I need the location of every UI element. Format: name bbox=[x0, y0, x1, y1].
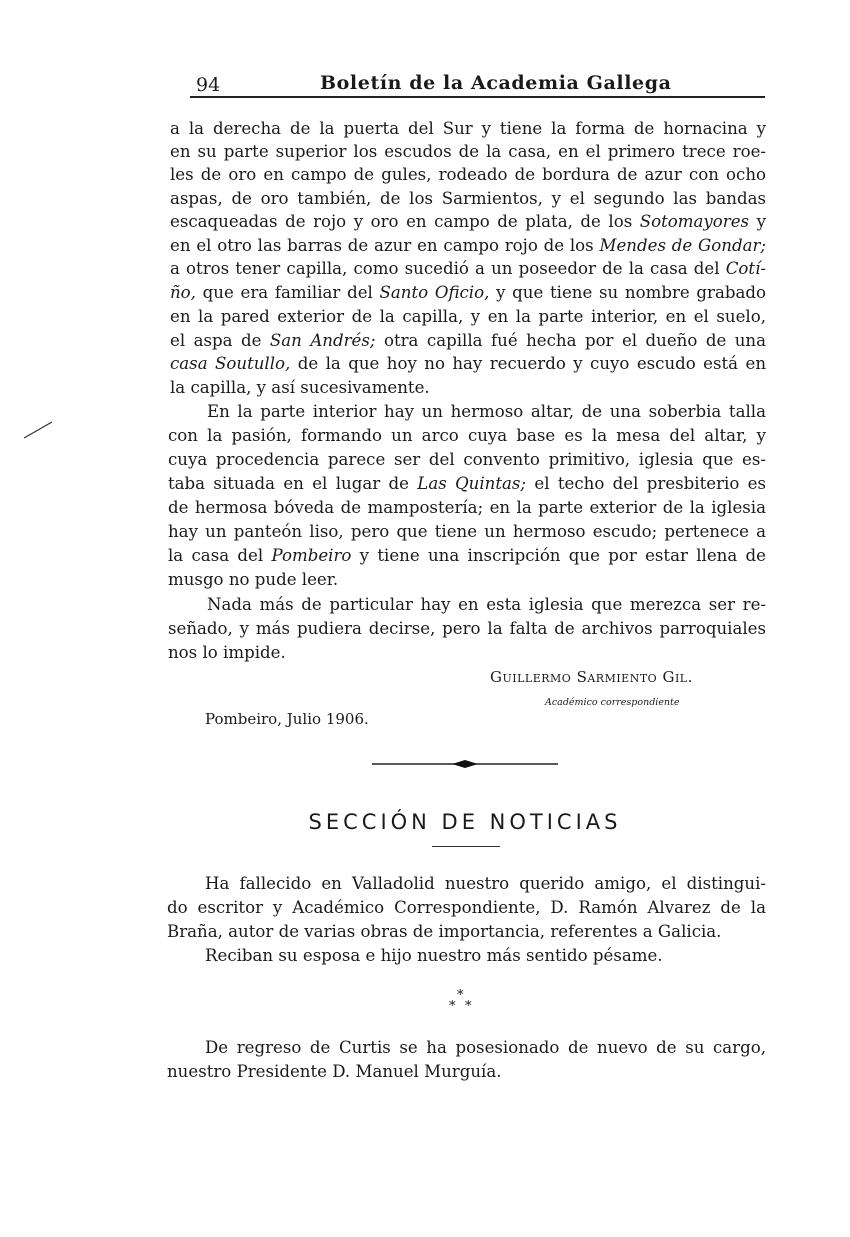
text-line: les de oro en campo de gules, rodeado de bordura de azur con ocho bbox=[170, 165, 766, 184]
italic-name: Cotí- bbox=[725, 259, 766, 278]
text-line: Reciban su esposa e hijo nuestro más sentido pésame. bbox=[205, 946, 663, 965]
text-line: con la pasión, formando un arco cuya base es la mesa del altar, y bbox=[168, 426, 766, 445]
text-line: cuya procedencia parece ser del convento primitivo, iglesia que es- bbox=[168, 450, 766, 469]
ornament-divider bbox=[372, 757, 558, 771]
text-line: casa Soutullo, de la que hoy no hay recuerdo y cuyo escudo está en bbox=[170, 354, 767, 373]
section-rule bbox=[432, 846, 500, 847]
asterism-divider: * * * bbox=[449, 988, 472, 1014]
text-line: en su parte superior los escudos de la casa, en el primero trece roe- bbox=[170, 142, 766, 161]
text-line: ño, que era familiar del Santo Oficio, y que tiene su nombre grabado bbox=[170, 283, 766, 302]
journal-title: Boletín de la Academia Gallega bbox=[320, 72, 672, 94]
text-line: en la pared exterior de la capilla, y en la parte interior, en el suelo, bbox=[170, 307, 766, 326]
text-line: hay un panteón liso, pero que tiene un hermoso escudo; pertenece a bbox=[168, 522, 766, 541]
italic-name: Mendes de Gondar; bbox=[599, 236, 766, 255]
text-line: De regreso de Curtis se ha posesionado de nuevo de su cargo, bbox=[205, 1038, 766, 1057]
text-line: aspas, de oro también, de los Sarmientos, y el segundo las bandas bbox=[170, 189, 766, 208]
italic-name: ño, bbox=[170, 283, 196, 302]
text-line: el aspa de San Andrés; otra capilla fué hecha por el dueño de una bbox=[170, 331, 767, 350]
text-line: do escritor y Académico Correspondiente, D. Ramón Alvarez de la bbox=[167, 898, 766, 917]
text-line: nos lo impide. bbox=[168, 643, 286, 662]
italic-name: Pombeiro bbox=[271, 546, 352, 565]
section-title: SECCIÓN DE NOTICIAS bbox=[308, 810, 622, 834]
text-line: Nada más de particular hay en esta iglesia que merezca ser re- bbox=[207, 595, 766, 614]
text-line: En la parte interior hay un hermoso altar, de una soberbia talla bbox=[207, 402, 766, 421]
text-line: en el otro las barras de azur en campo rojo de los Mendes de Gondar; bbox=[170, 236, 766, 255]
header-rule bbox=[190, 96, 765, 98]
italic-name: Las Quintas; bbox=[417, 474, 527, 493]
italic-name: Sotomayores bbox=[639, 212, 750, 231]
italic-name: Santo Oficio, bbox=[379, 283, 490, 302]
text-line: musgo no pude leer. bbox=[168, 570, 339, 589]
text-line: a la derecha de la puerta del Sur y tiene la forma de hornacina y bbox=[170, 119, 766, 138]
italic-name: San Andrés; bbox=[269, 331, 376, 350]
italic-name: casa Soutullo, bbox=[170, 354, 291, 373]
place-date: Pombeiro, Julio 1906. bbox=[205, 710, 369, 728]
text-line: la capilla, y así sucesivamente. bbox=[170, 378, 430, 397]
page-number: 94 bbox=[196, 74, 221, 96]
margin-pencil-mark bbox=[22, 420, 54, 440]
text-line: a otros tener capilla, como sucedió a un poseedor de la casa del Cotí- bbox=[170, 259, 766, 278]
text-line: escaqueadas de rojo y oro en campo de plata, de los Sotomayores y bbox=[170, 212, 766, 231]
text-line: Ha fallecido en Valladolid nuestro querido amigo, el distingui- bbox=[205, 874, 766, 893]
text-line: nuestro Presidente D. Manuel Murguía. bbox=[167, 1062, 502, 1081]
author-signature: Guillermo Sarmiento Gil. bbox=[490, 668, 693, 686]
text-line: señado, y más pudiera decirse, pero la falta de archivos parroquiales bbox=[168, 619, 766, 638]
running-header bbox=[190, 70, 765, 98]
text-line: taba situada en el lugar de Las Quintas; el techo del presbiterio es bbox=[168, 474, 766, 493]
text-line: la casa del Pombeiro y tiene una inscripción que por estar llena de bbox=[168, 546, 766, 565]
text-line: Braña, autor de varias obras de importancia, referentes a Galicia. bbox=[167, 922, 722, 941]
author-role: Académico correspondiente bbox=[545, 697, 680, 708]
text-line: de hermosa bóveda de mampostería; en la parte exterior de la iglesia bbox=[168, 498, 766, 517]
